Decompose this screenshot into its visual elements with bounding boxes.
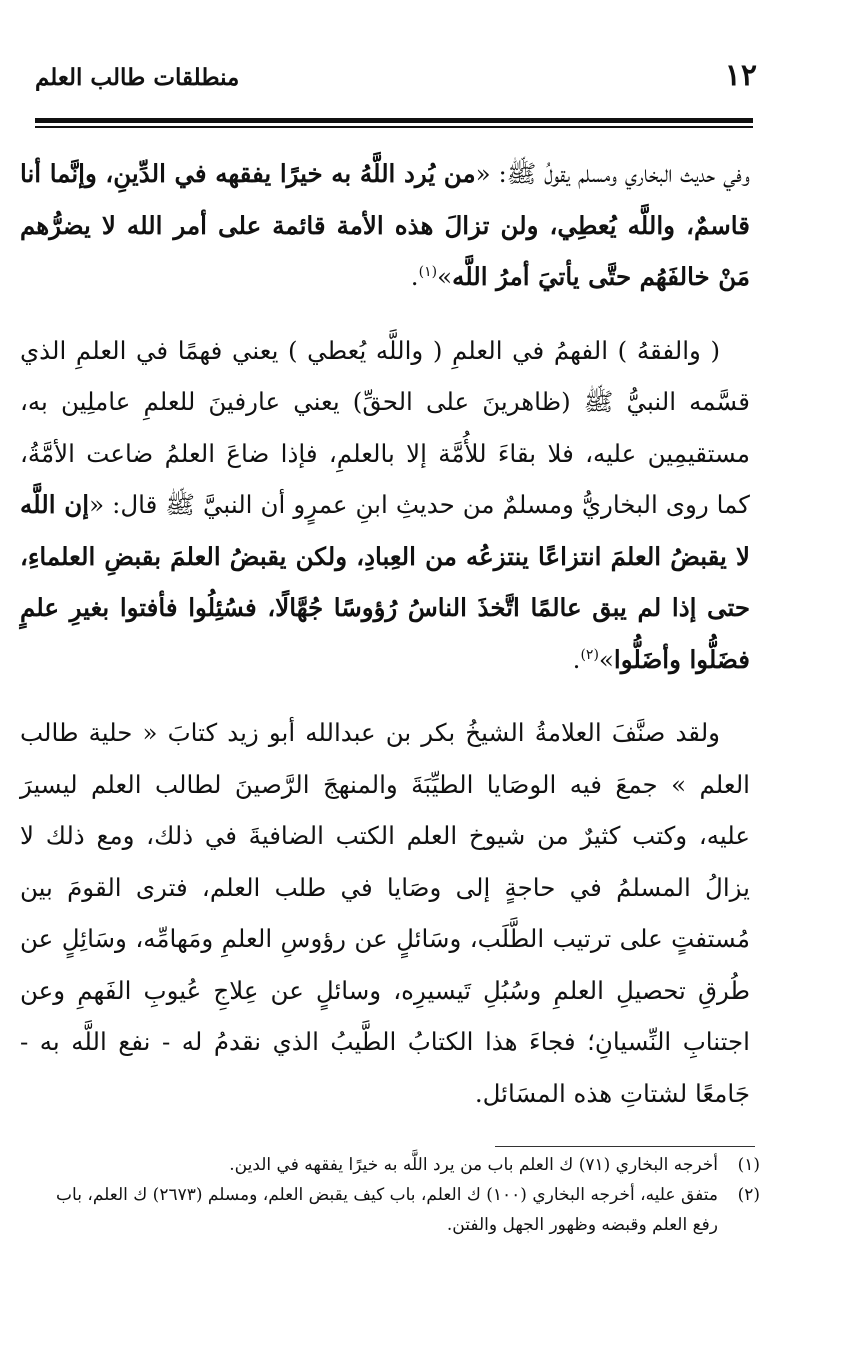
paragraph-2-close: »: [598, 644, 614, 674]
paragraph-2: [20, 325, 750, 686]
paragraph-3: ولقد صنَّفَ العلامةُ الشيخُ بكر بن عبدالله أبو زيد كتابَ « حلية طالب العلم » جمعَ فيه الوصَايا الطيِّبَةَ والمنهجَ الرَّصينَ لطالب العلم ليسيرَ عليه، وكتب كثيرٌ من شيوخ العلم الكتب الضافيةَ في ذلك، ومع ذلك لا يزالُ المسلمُ في حاجةٍ إلى وصَايا في طلب العلم، فترى القومَ بين مُستفتٍ على ترتيب الطَّلَب، وسَائلٍ عن رؤوسِ العلمِ ومَهامِّه، وسَائِلٍ عن طُرقِ تحصيلِ العلمِ وسُبُلِ تَيسيرِه، وسائلٍ عن عِلاجِ عُيوبِ الفَهمِ وعن اجتنابِ النِّسيانِ؛ فجاءَ هذا الكتابُ الطَّيبُ الذي نقدمُ له - نفع اللَّه به - جَامعًا لشتاتِ هذه المسَائل.: [20, 718, 750, 1108]
page-header: [35, 58, 757, 102]
footnote-1-text: أخرجه البخاري (٧١) ك العلم باب من يرد اللَّه به خيرًا يفقهه في الدين.: [229, 1155, 718, 1175]
page-number: ١٢: [724, 58, 757, 93]
footnotes: [30, 1150, 760, 1240]
header-rule-thick: [35, 118, 753, 123]
footnote-2-text: متفق عليه، أخرجه البخاري (١٠٠) ك العلم، باب كيف يقبض العلم، ومسلم (٢٦٧٣) ك العلم، باب رفع العلم وقبضه وظهور الجهل والفتن.: [56, 1185, 718, 1235]
paragraph-1: [20, 148, 750, 303]
footnote-ref-1: (١): [418, 263, 438, 280]
footnote-1: [30, 1150, 760, 1180]
paragraph-2-text: ( والفقهُ ) الفهمُ في العلمِ ( واللَّه يُعطي ) يعني فهمًا في العلمِ الذي قسَّمه النبيُّ ﷺ (ظاهرينَ على الحقِّ) يعني عارفينَ للعلمِ عاملِين به، مستقيمِين عليه، فلا بقاءَ للأُمَّة إلا بالعلمِ، فإذا ضاعَ العلمُ ضاعت الأمَّةُ، كما روى البخاريُّ ومسلمٌ من حديثِ ابنِ عمرٍو أن النبيَّ ﷺ قال: «: [20, 335, 750, 519]
footnote-ref-2: (٢): [580, 646, 599, 663]
paragraph-2-end: .: [572, 644, 581, 674]
paragraph-1-close: »: [437, 262, 453, 291]
body-text: [20, 148, 750, 1119]
paragraph-2-hadith: إن اللَّه لا يقبضُ العلمَ انتزاعًا ينتزعُه من العِبادِ، ولكن يقبضُ العلمَ بقبضِ العلماءِ، حتى إذا لم يبق عالمًا اتَّخذَ الناسُ رُؤوسًا جُهَّالًا، فسُئِلُوا فأفتوا بغيرِ علمٍ فضَلُّوا وأضَلُّوا: [20, 490, 750, 674]
footnote-1-number: (١): [737, 1155, 760, 1175]
paragraph-1-hadith: من يُرد اللَّهُ به خيرًا يفقهه في الدِّينِ، وإنَّما أنا قاسمٌ، واللَّه يُعطِي، ولن تزالَ هذه الأمة قائمة على أمر الله لا يضرُّهم مَنْ خالفَهُم حتَّى يأتيَ أمرُ اللَّه: [20, 159, 750, 291]
footnote-2-number: (٢): [737, 1185, 760, 1205]
footnote-2: [30, 1180, 760, 1240]
running-title: منطلقات طالب العلم: [35, 64, 240, 91]
header-rule-thin: [35, 126, 753, 128]
paragraph-1-end: .: [410, 262, 419, 291]
paragraph-1-lead: وفي حديث البخاري ومسلم يقولُ ﷺ: «: [475, 159, 750, 188]
footnote-separator: [495, 1146, 755, 1147]
